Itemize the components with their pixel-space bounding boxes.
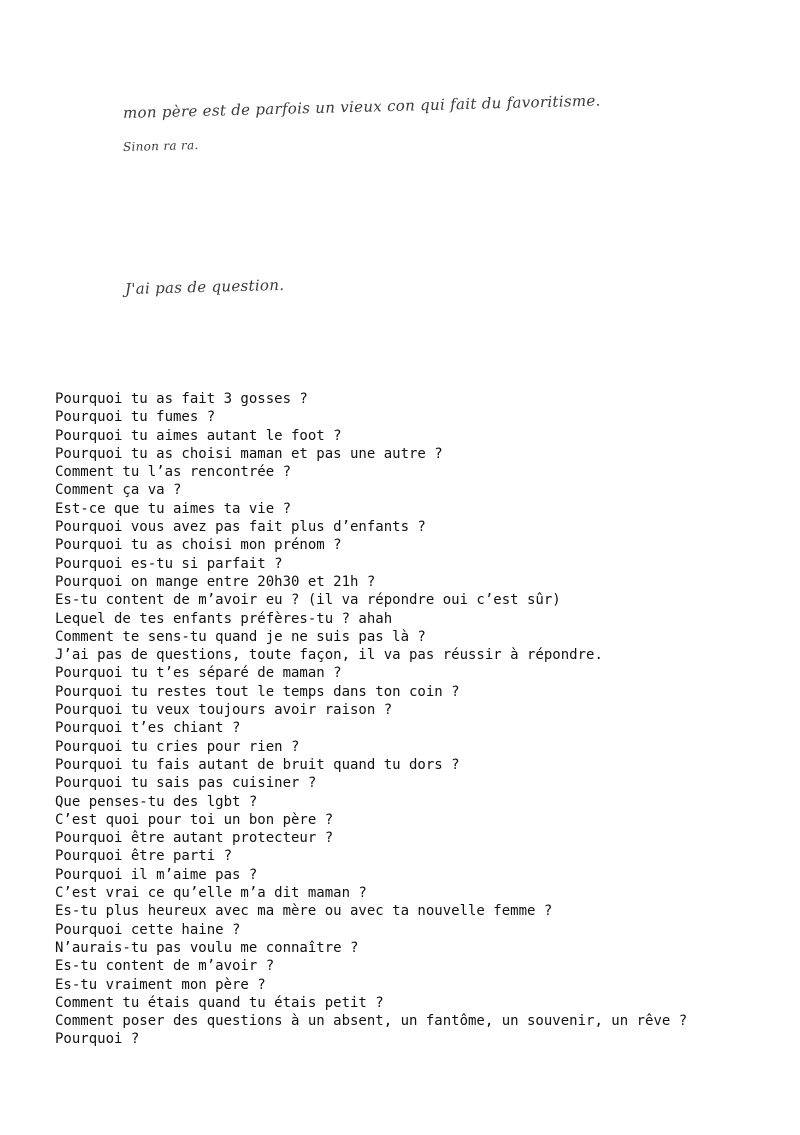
question-line: C’est vrai ce qu’elle m’a dit maman ?	[55, 885, 367, 902]
question-line: Pourquoi on mange entre 20h30 et 21h ?	[55, 573, 376, 590]
question-line: Pourquoi tu t’es séparé de maman ?	[55, 665, 342, 682]
question-line: Comment tu étais quand tu étais petit ?	[55, 994, 384, 1011]
question-line: Comment ça va ?	[55, 482, 182, 499]
question-line: Pourquoi tu cries pour rien ?	[55, 738, 300, 755]
question-line: Pourquoi cette haine ?	[55, 921, 241, 938]
handwritten-note-line-3: J'ai pas de question.	[124, 275, 285, 298]
question-line: Pourquoi t’es chiant ?	[55, 720, 241, 737]
question-line: Pourquoi tu as choisi maman et pas une autre ?	[55, 445, 443, 462]
question-line: Pourquoi tu aimes autant le foot ?	[55, 427, 342, 444]
question-line: Pourquoi être autant protecteur ?	[55, 830, 334, 847]
question-line: Pourquoi vous avez pas fait plus d’enfants ?	[55, 519, 426, 536]
question-line: C’est quoi pour toi un bon père ?	[55, 811, 334, 828]
questions-list	[55, 390, 687, 1049]
question-line: Pourquoi tu restes tout le temps dans ton coin ?	[55, 683, 460, 700]
question-line: Comment tu l’as rencontrée ?	[55, 464, 292, 481]
question-line: Comment poser des questions à un absent, un fantôme, un souvenir, un rêve ?	[55, 1013, 688, 1030]
handwritten-note-line-1: mon père est de parfois un vieux con qui fait du favoritisme.	[122, 91, 601, 122]
question-line: Pourquoi ?	[55, 1031, 140, 1048]
question-line: Pourquoi tu sais pas cuisiner ?	[55, 775, 317, 792]
question-line: Es-tu vraiment mon père ?	[55, 976, 266, 993]
question-line: Es-tu plus heureux avec ma mère ou avec ta nouvelle femme ?	[55, 903, 553, 920]
question-line: Pourquoi tu fumes ?	[55, 409, 216, 426]
question-line: J’ai pas de questions, toute façon, il va pas réussir à répondre.	[55, 647, 603, 664]
question-line: Pourquoi tu veux toujours avoir raison ?	[55, 702, 393, 719]
question-line: Comment te sens-tu quand je ne suis pas là ?	[55, 628, 426, 645]
question-line: Es-tu content de m’avoir eu ? (il va répondre oui c’est sûr)	[55, 592, 561, 609]
handwritten-note-line-2: Sinon ra ra.	[122, 138, 199, 154]
question-line: Pourquoi es-tu si parfait ?	[55, 555, 283, 572]
question-line: Pourquoi tu fais autant de bruit quand tu dors ?	[55, 756, 460, 773]
question-line: Est-ce que tu aimes ta vie ?	[55, 500, 292, 517]
question-line: Que penses-tu des lgbt ?	[55, 793, 258, 810]
question-line: N’aurais-tu pas voulu me connaître ?	[55, 939, 359, 956]
question-line: Pourquoi il m’aime pas ?	[55, 866, 258, 883]
question-line: Pourquoi tu as choisi mon prénom ?	[55, 537, 342, 554]
question-line: Lequel de tes enfants préfères-tu ? ahah	[55, 610, 393, 627]
question-line: Es-tu content de m’avoir ?	[55, 958, 275, 975]
question-line: Pourquoi être parti ?	[55, 848, 233, 865]
question-line: Pourquoi tu as fait 3 gosses ?	[55, 391, 308, 407]
